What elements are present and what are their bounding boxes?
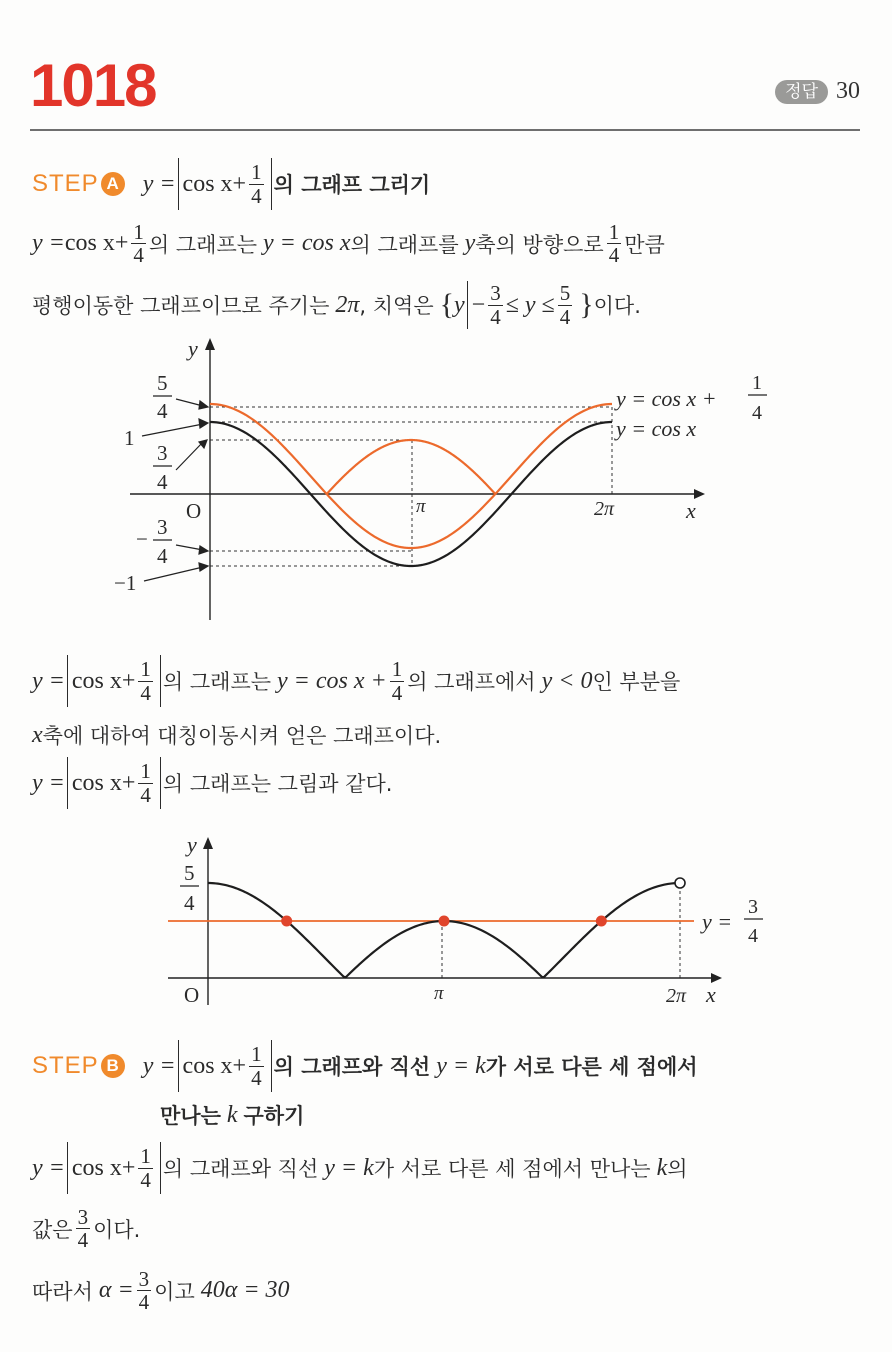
svg-text:5: 5: [157, 371, 168, 395]
curve-label-base: y = cos x: [616, 416, 697, 441]
svg-text:1: 1: [752, 372, 762, 394]
fraction-1-4: $\frac{1}{4}$: [251, 160, 262, 208]
para2-line2: x 축에 대하여 대칭이동시켜 얻은 그래프이다.: [32, 721, 442, 748]
tick-pi: π: [416, 496, 426, 517]
label-neg-3-4: [136, 515, 172, 568]
curve-cos-x-plus-quarter: [210, 404, 612, 548]
line-label: [700, 896, 763, 947]
curve-abs-cos-plus-quarter: [208, 883, 680, 977]
para1-line1: y = cos x + $\frac{1}{4}$ 의 그래프는 y = cos x 의 그래프를 y 축의 방향으로 $\frac{1}{4}$ 만큼: [32, 220, 665, 268]
svg-text:4: 4: [752, 402, 762, 424]
para3-line3: 따라서 α = $\frac{3}{4}$ 이고 40α = 30: [32, 1267, 290, 1315]
svg-text:4: 4: [157, 544, 168, 568]
step-a-tag: STEP A: [32, 170, 125, 198]
graph1-guides: [210, 407, 612, 566]
abs-expression: cos x + $\frac{1}{4}$: [178, 158, 272, 210]
graph-cos-shifted: [100, 335, 800, 630]
origin-label: O: [186, 499, 202, 523]
label-neg-1: −1: [114, 571, 137, 595]
graph1-axes: [130, 342, 700, 620]
para2-line1: y = cos x + $\frac{1}{4}$ 의 그래프는 y = cos x + $\frac{1}{4}$ 의 그래프에서 y < 0 인 부분을: [32, 655, 680, 707]
svg-text:4: 4: [748, 925, 758, 947]
para3-line1: y = cos x + $\frac{1}{4}$ 의 그래프와 직선 y = k 가 서로 다른 세 점에서 만나는 k 의: [32, 1142, 688, 1194]
label-1: 1: [124, 426, 135, 450]
answer-badge: 정답: [775, 80, 828, 104]
svg-text:4: 4: [157, 470, 168, 494]
problem-number: 1018: [30, 52, 156, 119]
svg-text:3: 3: [157, 515, 168, 539]
para3-line2: 값은 $\frac{3}{4}$ 이다.: [32, 1205, 141, 1253]
tick-pi: π: [434, 983, 444, 1004]
y-axis-arrow: [203, 837, 213, 849]
y-axis-label: y: [187, 832, 197, 857]
svg-text:y = cos x +: y = cos x +: [616, 386, 717, 411]
step-a-heading: STEP A y = cos x + $\frac{1}{4}$ 의 그래프 그리기: [32, 158, 430, 210]
pointer-arrows: [142, 399, 208, 581]
header-divider: [30, 129, 860, 131]
answer-reference: [775, 78, 860, 105]
step-b-letter: B: [101, 1054, 125, 1078]
step-a-title: 의 그래프 그리기: [273, 173, 431, 197]
intersection-point: [596, 916, 607, 927]
tick-2pi: 2π: [594, 498, 615, 520]
answer-value: 30: [836, 78, 860, 104]
x-axis-label: x: [706, 982, 716, 1007]
label-3-4: [153, 441, 172, 494]
para1-line2: 평행이동한 그래프이므로 주기는 2π , 치역은 { y − $\frac{3}{4}$ ≤ y ≤ $\frac{5}{4}$ } 이다.: [32, 281, 641, 329]
svg-text:3: 3: [748, 896, 758, 918]
label-5-4: [180, 861, 199, 915]
step-a-letter: A: [101, 172, 125, 196]
y-axis-label: y: [188, 336, 198, 361]
label-5-4: [153, 371, 172, 423]
open-endpoint: [675, 878, 685, 888]
step-b-heading-line2: 만나는 k 구하기: [160, 1101, 305, 1128]
svg-text:3: 3: [157, 441, 168, 465]
svg-text:−: −: [136, 527, 148, 551]
intersection-point: [281, 916, 292, 927]
step-b-heading: STEP B y = cos x + $\frac{1}{4}$ 의 그래프와 직선 y = k 가 서로 다른 세 점에서: [32, 1040, 698, 1092]
svg-text:y =: y =: [702, 909, 733, 934]
svg-text:4: 4: [184, 891, 195, 915]
intersection-point: [439, 916, 450, 927]
origin-label: O: [184, 983, 200, 1007]
x-axis-label: x: [686, 498, 696, 523]
curve-abs-cos-reflected: [327, 440, 496, 494]
svg-text:5: 5: [184, 861, 195, 885]
y-axis-arrow: [205, 338, 215, 350]
para2-line3: y = cos x + $\frac{1}{4}$ 의 그래프는 그림과 같다.: [32, 757, 392, 809]
svg-text:4: 4: [157, 399, 168, 423]
tick-2pi: 2π: [666, 985, 687, 1007]
graph-abs-cos: [160, 825, 780, 1015]
step-b-tag: STEP B: [32, 1052, 125, 1080]
